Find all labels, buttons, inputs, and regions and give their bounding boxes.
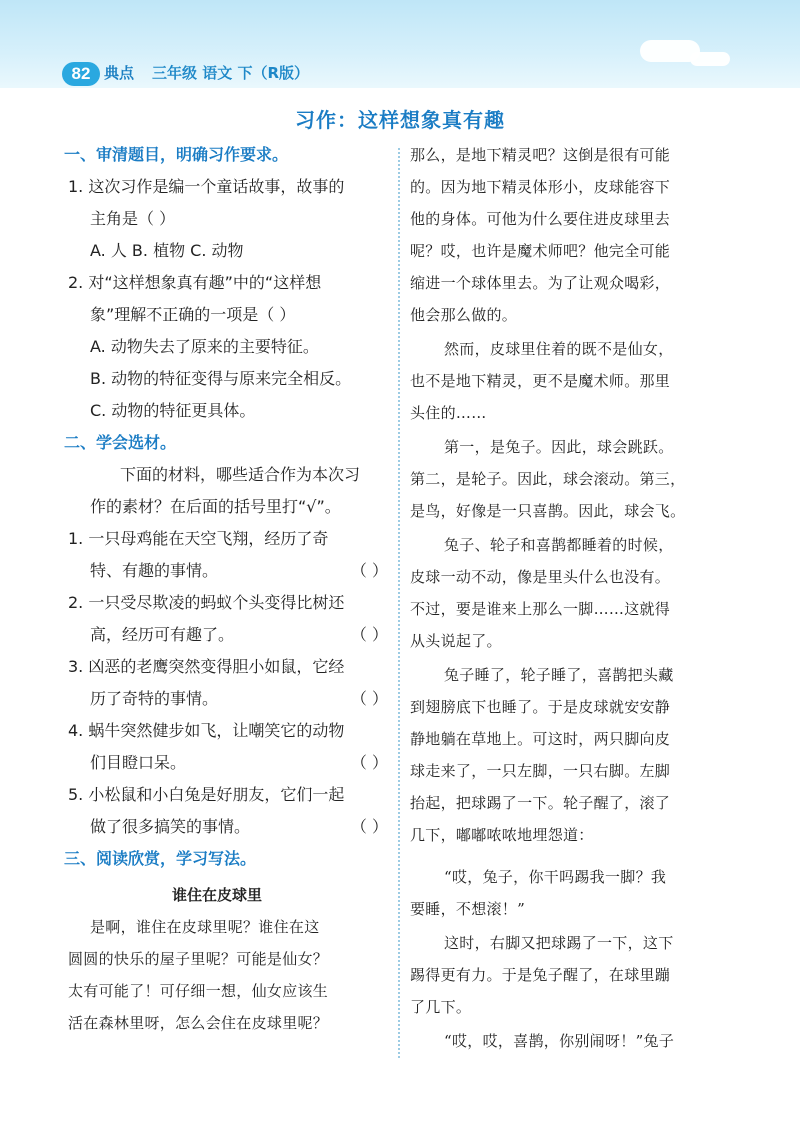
section-heading: 三、阅读欣赏，学习写法。 [64,849,257,868]
story-line: 兔子睡了，轮子睡了，喜鹊把头藏 [444,666,674,684]
material-3: 历了奇特的事情。 [90,689,219,708]
page-number: 82 [62,62,100,86]
story-line: 他的身体。可他为什么要住进皮球里去 [410,210,671,228]
story-line: 踢得更有力。于是兔子醒了，在球里蹦 [410,966,671,984]
story-line: 这时，右脚又把球踢了一下，这下 [444,934,674,952]
instruction: 作的素材？在后面的括号里打“√”。 [90,497,341,516]
story-line: 第一，是兔子。因此，球会跳跃。 [444,438,674,456]
story-line: 是鸟，好像是一只喜鹊。因此，球会飞。 [410,502,686,520]
cloud-decoration [690,52,730,66]
material-1: 特、有趣的事情。 [90,561,219,580]
story-line: 他会那么做的。 [410,306,518,324]
question-1: 主角是（ ） [90,209,176,228]
question-2: 象”理解不正确的一项是（ ） [90,305,296,324]
option-a: A. 动物失去了原来的主要特征。 [90,337,319,356]
material-4: 4. 蜗牛突然健步如飞，让嘲笑它的动物 [68,721,345,740]
brand-logo: 典点 [104,64,135,82]
story-line: “哎，兔子，你干吗踢我一脚？我 [444,868,667,886]
story-paragraph: 活在森林里呀，怎么会住在皮球里呢？ [68,1014,329,1032]
option-b: B. 动物的特征变得与原来完全相反。 [90,369,352,388]
question-1-options: A. 人 B. 植物 C. 动物 [90,241,244,260]
story-line: 头住的…… [410,404,487,422]
option-c: C. 动物的特征更具体。 [90,401,256,420]
story-line: “哎，哎，喜鹊，你别闹呀！”兔子 [444,1032,675,1050]
answer-blank[interactable]: （ ） [350,753,388,772]
story-line: 的。因为地下精灵体形小，皮球能容下 [410,178,671,196]
answer-blank[interactable]: （ ） [350,817,388,836]
question-2: 2. 对“这样想象真有趣”中的“这样想 [68,273,322,292]
answer-blank[interactable]: （ ） [350,689,388,708]
story-line: 兔子、轮子和喜鹊都睡着的时候， [444,536,674,554]
story-line: 不过，要是谁来上那么一脚……这就得 [410,600,671,618]
story-line: 静地躺在草地上。可这时，两只脚向皮 [410,730,671,748]
story-line: 然而，皮球里住着的既不是仙女， [444,340,674,358]
story-line: 那么，是地下精灵吧？这倒是很有可能 [410,146,671,164]
answer-blank[interactable]: （ ） [350,625,388,644]
material-5: 5. 小松鼠和小白兔是好朋友，它们一起 [68,785,345,804]
material-5: 做了很多搞笑的事情。 [90,817,251,836]
story-line: 呢？哎，也许是魔术师吧？他完全可能 [410,242,671,260]
story-line: 皮球一动不动，像是里头什么也没有。 [410,568,671,586]
story-line: 缩进一个球体里去。为了让观众喝彩， [410,274,671,292]
story-line: 到翅膀底下也睡了。于是皮球就安安静 [410,698,671,716]
material-3: 3. 凶恶的老鹰突然变得胆小如鼠，它经 [68,657,345,676]
question-1: 1. 这次习作是编一个童话故事，故事的 [68,177,345,196]
answer-blank[interactable]: （ ） [350,561,388,580]
story-title: 谁住在皮球里 [172,886,263,904]
material-4: 们目瞪口呆。 [90,753,187,772]
material-2: 高，经历可有趣了。 [90,625,235,644]
story-line: 几下，嘟嘟哝哝地埋怨道： [410,826,594,844]
story-line: 第二，是轮子。因此，球会滚动。第三， [410,470,686,488]
story-line: 了几下。 [410,998,472,1016]
instruction: 下面的材料，哪些适合作为本次习 [120,465,361,484]
material-1: 1. 一只母鸡能在天空飞翔，经历了奇 [68,529,329,548]
story-line: 要睡，不想滚！” [410,900,526,918]
story-paragraph: 是啊，谁住在皮球里呢？谁住在这 [90,918,320,936]
story-line: 球走来了，一只左脚，一只右脚。左脚 [410,762,671,780]
section-heading: 二、学会选材。 [64,433,177,452]
story-line: 从头说起了。 [410,632,502,650]
story-line: 也不是地下精灵，更不是魔术师。那里 [410,372,671,390]
story-paragraph: 太有可能了！可仔细一想，仙女应该生 [68,982,329,1000]
column-divider [398,148,400,1058]
section-heading: 一、审清题目，明确习作要求。 [64,145,289,164]
story-paragraph: 圆圆的快乐的屋子里呢？可能是仙女？ [68,950,329,968]
story-line: 抬起，把球踢了一下。轮子醒了，滚了 [410,794,671,812]
page-title: 习作：这样想象真有趣 [295,108,505,132]
book-title: 三年级 语文 下（R版） [152,64,309,82]
material-2: 2. 一只受尽欺凌的蚂蚁个头变得比树还 [68,593,345,612]
